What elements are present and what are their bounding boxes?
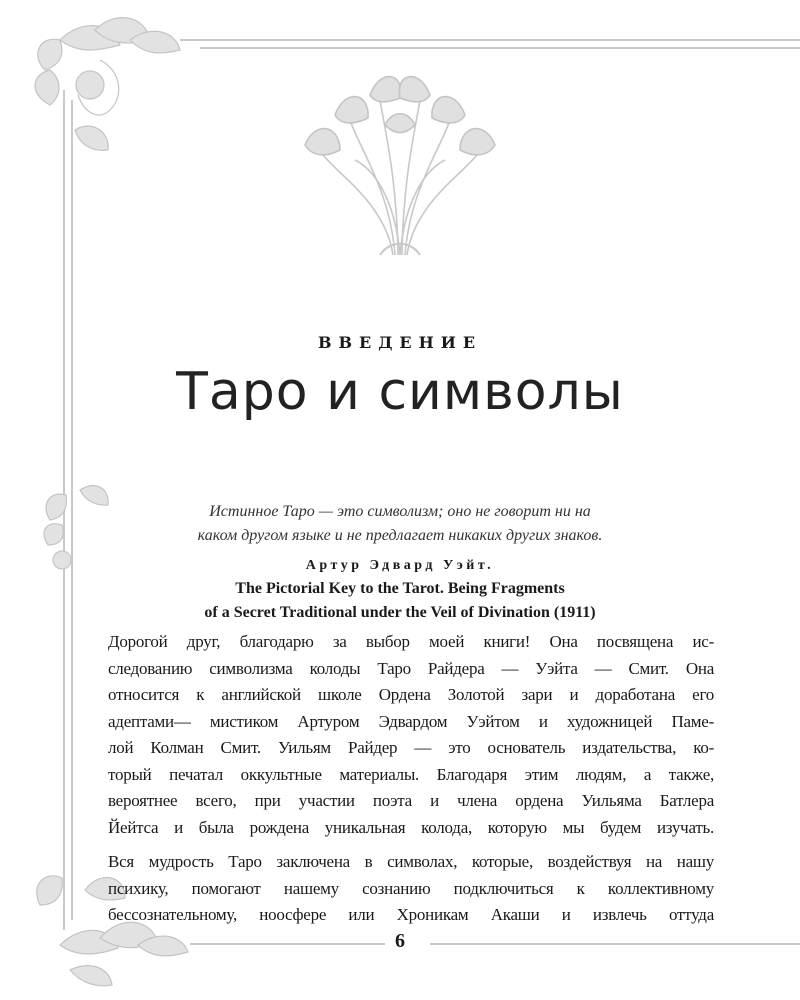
corner-floral-top-left-icon [35,18,180,151]
lotus-fan-ornament-icon [305,77,495,255]
epigraph-source-line: The Pictorial Key to the Tarot. Being Fragments [235,580,565,597]
text-line: адептами— мистиком Артуром Эдвардом Уэйтом и художницей Паме- [108,711,714,731]
text-line: следованию символизма колоды Таро Райдера — Уэйта — Смит. Она [108,658,714,678]
text-line: относится к английской школе Ордена Золотой зари и доработана его [108,685,714,704]
side-floral-left-icon [44,486,108,569]
paragraph-2 [108,849,714,929]
epigraph [140,500,660,625]
text-line: Йейтса и была рождена уникальная колода, которую мы будем изучать. [108,817,714,837]
text-line: лой Колман Смит. Уильям Райдер — это основатель издательства, ко- [108,738,714,757]
text-line: торый печатал оккультные материалы. Благодаря этим людям, а также, [108,764,714,784]
body-text [108,629,714,929]
chapter-title: Таро и символы [176,362,624,422]
chapter-label: ВВЕДЕНИЕ [317,333,483,352]
epigraph-source-line: of a Secret Traditional under the Veil of Divination (1911) [204,604,596,621]
epigraph-author: Артур Эдвард Уэйт. [305,558,495,573]
paragraph-1 [108,629,714,841]
text-line: вероятнее всего, при участии поэта и члена ордена Уильяма Батлера [108,791,714,810]
text-line: бессознательному, ноосфере или Хроникам Акаши и извлечь оттуда [108,905,714,924]
epigraph-quote-line: Истинное Таро — это символизм; оно не говорит ни на [209,503,591,520]
text-line: психику, помогают нашему сознанию подключиться к коллективному [108,878,714,898]
text-line: Вся мудрость Таро заключена в символах, которые, воздействуя на нашу [108,852,714,871]
page-number: 6 [395,930,405,952]
text-line: Дорогой друг, благодарю за выбор моей книги! Она посвящена ис- [108,632,714,651]
epigraph-quote-line: каком другом языке и не предлагает никаких других знаков. [197,527,603,544]
